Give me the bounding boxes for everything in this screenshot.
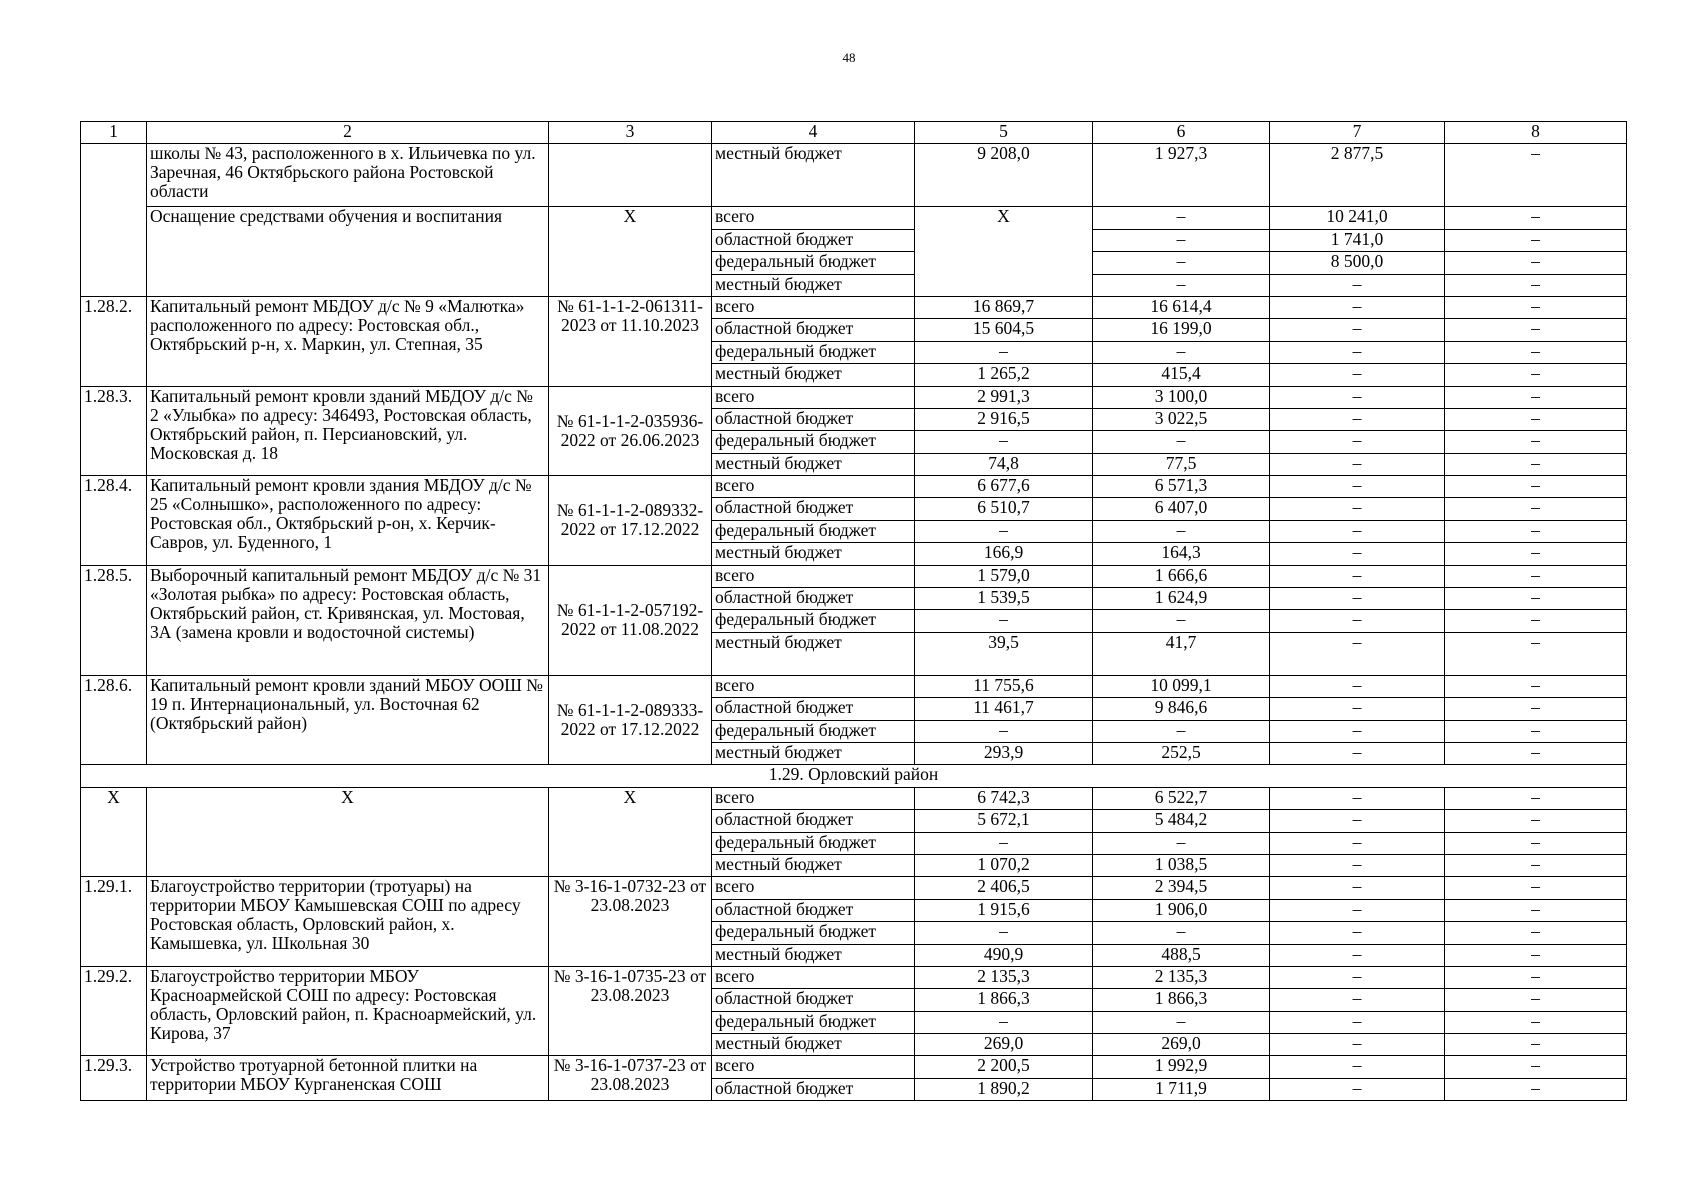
value-col6: 3 100,0 bbox=[1093, 386, 1270, 408]
value-col5: – bbox=[915, 720, 1093, 742]
funding-source: всего bbox=[712, 787, 915, 809]
header-cell: 3 bbox=[549, 122, 712, 144]
value-col7: – bbox=[1270, 698, 1445, 720]
value-col8: – bbox=[1445, 854, 1627, 876]
table-row bbox=[81, 144, 1627, 207]
value-col8: – bbox=[1445, 144, 1627, 207]
value-col8: – bbox=[1445, 229, 1627, 251]
value-col7: – bbox=[1270, 565, 1445, 587]
funding-source: областной бюджет bbox=[712, 1078, 915, 1100]
value-col8: – bbox=[1445, 742, 1627, 764]
item-name: Благоустройство территории (тротуары) на территории МБОУ Камышевская СОШ по адресу Ростовская область, Орловский район, х. Камышевка, ул. Школьная 30 bbox=[147, 877, 549, 967]
header-row bbox=[81, 122, 1627, 144]
value-col5: – bbox=[915, 1011, 1093, 1033]
funding-source: федеральный бюджет bbox=[712, 720, 915, 742]
value-col8: – bbox=[1445, 408, 1627, 430]
value-col7: – bbox=[1270, 742, 1445, 764]
value-col6: – bbox=[1093, 207, 1270, 229]
funding-source: федеральный бюджет bbox=[712, 1011, 915, 1033]
value-col7: – bbox=[1270, 877, 1445, 899]
item-name: Оснащение средствами обучения и воспитания bbox=[147, 207, 549, 297]
header-cell: 4 bbox=[712, 122, 915, 144]
value-col5: 1 866,3 bbox=[915, 989, 1093, 1011]
value-col6: 16 614,4 bbox=[1093, 296, 1270, 318]
funding-source: местный бюджет bbox=[712, 274, 915, 296]
value-col5: 15 604,5 bbox=[915, 319, 1093, 341]
header-cell: 1 bbox=[81, 122, 147, 144]
item-name: школы № 43, расположенного в х. Ильичевка по ул. Заречная, 46 Октябрьского района Ростовской области bbox=[147, 144, 549, 207]
table-row bbox=[81, 207, 1627, 229]
item-number: 1.28.5. bbox=[81, 565, 147, 675]
value-col7: – bbox=[1270, 1011, 1445, 1033]
value-col6: – bbox=[1093, 431, 1270, 453]
item-name: Х bbox=[147, 787, 549, 877]
value-col7: – bbox=[1270, 1034, 1445, 1056]
item-number: 1.29.2. bbox=[81, 966, 147, 1056]
item-doc: № 61-1-1-2-035936-2022 от 26.06.2023 bbox=[549, 386, 712, 476]
value-col7: – bbox=[1270, 296, 1445, 318]
item-number: Х bbox=[81, 787, 147, 877]
value-col7: 8 500,0 bbox=[1270, 252, 1445, 274]
value-col5: 490,9 bbox=[915, 944, 1093, 966]
value-col5: 2 406,5 bbox=[915, 877, 1093, 899]
item-doc: № 61-1-1-2-089333-2022 от 17.12.2022 bbox=[549, 675, 712, 765]
value-col6: 6 571,3 bbox=[1093, 476, 1270, 498]
value-col5: 1 890,2 bbox=[915, 1078, 1093, 1100]
section-row bbox=[81, 765, 1627, 787]
value-col8: – bbox=[1445, 899, 1627, 921]
table-row bbox=[81, 1056, 1627, 1078]
value-col5: 293,9 bbox=[915, 742, 1093, 764]
value-col6: – bbox=[1093, 252, 1270, 274]
funding-source: местный бюджет bbox=[712, 1034, 915, 1056]
value-col6: – bbox=[1093, 720, 1270, 742]
funding-source: всего bbox=[712, 565, 915, 587]
value-col5: 1 539,5 bbox=[915, 588, 1093, 610]
value-col7: – bbox=[1270, 787, 1445, 809]
funding-source: федеральный бюджет bbox=[712, 922, 915, 944]
value-col5: – bbox=[915, 431, 1093, 453]
value-col8: – bbox=[1445, 966, 1627, 988]
value-col5: 74,8 bbox=[915, 453, 1093, 475]
funding-source: местный бюджет bbox=[712, 453, 915, 475]
item-number: 1.29.3. bbox=[81, 1056, 147, 1101]
value-col7: 1 741,0 bbox=[1270, 229, 1445, 251]
value-col8: – bbox=[1445, 989, 1627, 1011]
value-col7: – bbox=[1270, 341, 1445, 363]
header-cell: 7 bbox=[1270, 122, 1445, 144]
value-col8: – bbox=[1445, 1011, 1627, 1033]
item-number: 1.28.3. bbox=[81, 386, 147, 476]
value-col6: 16 199,0 bbox=[1093, 319, 1270, 341]
value-col5: 6 742,3 bbox=[915, 787, 1093, 809]
value-col8: – bbox=[1445, 1078, 1627, 1100]
budget-table bbox=[80, 121, 1627, 1101]
value-col5: 9 208,0 bbox=[915, 144, 1093, 207]
value-col5: 269,0 bbox=[915, 1034, 1093, 1056]
value-col5: Х bbox=[915, 207, 1093, 297]
item-number bbox=[81, 144, 147, 297]
value-col8: – bbox=[1445, 720, 1627, 742]
value-col7: – bbox=[1270, 453, 1445, 475]
value-col6: 1 711,9 bbox=[1093, 1078, 1270, 1100]
value-col5: 2 135,3 bbox=[915, 966, 1093, 988]
funding-source: местный бюджет bbox=[712, 144, 915, 207]
table-row bbox=[81, 966, 1627, 988]
page-number: 48 bbox=[842, 50, 856, 65]
item-name: Устройство тротуарной бетонной плитки на территории МБОУ Курганенская СОШ bbox=[147, 1056, 549, 1101]
table-row bbox=[81, 787, 1627, 809]
value-col5: – bbox=[915, 922, 1093, 944]
value-col7: – bbox=[1270, 720, 1445, 742]
value-col8: – bbox=[1445, 632, 1627, 675]
value-col8: – bbox=[1445, 476, 1627, 498]
value-col8: – bbox=[1445, 543, 1627, 565]
value-col5: 1 265,2 bbox=[915, 364, 1093, 386]
funding-source: местный бюджет bbox=[712, 944, 915, 966]
value-col7: – bbox=[1270, 899, 1445, 921]
value-col6: 1 666,6 bbox=[1093, 565, 1270, 587]
value-col7: – bbox=[1270, 520, 1445, 542]
table-row bbox=[81, 675, 1627, 697]
value-col7: – bbox=[1270, 922, 1445, 944]
value-col5: 1 070,2 bbox=[915, 854, 1093, 876]
value-col7: – bbox=[1270, 966, 1445, 988]
value-col7: 10 241,0 bbox=[1270, 207, 1445, 229]
value-col5: 2 991,3 bbox=[915, 386, 1093, 408]
item-doc: Х bbox=[549, 207, 712, 297]
value-col5: – bbox=[915, 832, 1093, 854]
table-row bbox=[81, 877, 1627, 899]
table-row bbox=[81, 565, 1627, 587]
item-doc: Х bbox=[549, 787, 712, 877]
value-col6: 1 992,9 bbox=[1093, 1056, 1270, 1078]
value-col8: – bbox=[1445, 877, 1627, 899]
value-col6: 10 099,1 bbox=[1093, 675, 1270, 697]
value-col6: – bbox=[1093, 274, 1270, 296]
value-col5: 39,5 bbox=[915, 632, 1093, 675]
funding-source: федеральный бюджет bbox=[712, 252, 915, 274]
item-doc: № 3-16-1-0737-23 от 23.08.2023 bbox=[549, 1056, 712, 1101]
table-row bbox=[81, 476, 1627, 498]
funding-source: всего bbox=[712, 966, 915, 988]
funding-source: областной бюджет bbox=[712, 498, 915, 520]
value-col8: – bbox=[1445, 610, 1627, 632]
value-col6: 6 522,7 bbox=[1093, 787, 1270, 809]
value-col6: 164,3 bbox=[1093, 543, 1270, 565]
value-col8: – bbox=[1445, 498, 1627, 520]
header-cell: 8 bbox=[1445, 122, 1627, 144]
funding-source: всего bbox=[712, 296, 915, 318]
header-cell: 6 bbox=[1093, 122, 1270, 144]
section-title: 1.29. Орловский район bbox=[81, 765, 1627, 787]
value-col8: – bbox=[1445, 453, 1627, 475]
value-col8: – bbox=[1445, 520, 1627, 542]
value-col5: 11 461,7 bbox=[915, 698, 1093, 720]
value-col5: 1 915,6 bbox=[915, 899, 1093, 921]
funding-source: областной бюджет bbox=[712, 408, 915, 430]
value-col6: 3 022,5 bbox=[1093, 408, 1270, 430]
value-col7: – bbox=[1270, 476, 1445, 498]
value-col6: – bbox=[1093, 832, 1270, 854]
value-col7: – bbox=[1270, 588, 1445, 610]
value-col8: – bbox=[1445, 1034, 1627, 1056]
header-cell: 2 bbox=[147, 122, 549, 144]
item-name: Капитальный ремонт кровли зданий МБОУ ООШ № 19 п. Интернациональный, ул. Восточная 62 (Октябрьский район) bbox=[147, 675, 549, 765]
value-col6: 9 846,6 bbox=[1093, 698, 1270, 720]
value-col7: – bbox=[1270, 854, 1445, 876]
value-col7: – bbox=[1270, 364, 1445, 386]
value-col8: – bbox=[1445, 1056, 1627, 1078]
value-col6: – bbox=[1093, 610, 1270, 632]
value-col6: – bbox=[1093, 922, 1270, 944]
value-col6: 1 038,5 bbox=[1093, 854, 1270, 876]
value-col8: – bbox=[1445, 386, 1627, 408]
value-col6: – bbox=[1093, 341, 1270, 363]
value-col6: 41,7 bbox=[1093, 632, 1270, 675]
funding-source: местный бюджет bbox=[712, 854, 915, 876]
value-col5: 6 677,6 bbox=[915, 476, 1093, 498]
item-name: Капитальный ремонт кровли здания МБДОУ д/с № 25 «Солнышко», расположенного по адресу: Ростовская обл., Октябрьский р-он, х. Керчик-Савров, ул. Буденного, 1 bbox=[147, 476, 549, 566]
value-col8: – bbox=[1445, 698, 1627, 720]
value-col5: – bbox=[915, 520, 1093, 542]
value-col7: – bbox=[1270, 498, 1445, 520]
value-col8: – bbox=[1445, 787, 1627, 809]
value-col7: – bbox=[1270, 989, 1445, 1011]
value-col8: – bbox=[1445, 431, 1627, 453]
value-col7: – bbox=[1270, 408, 1445, 430]
funding-source: федеральный бюджет bbox=[712, 610, 915, 632]
funding-source: областной бюджет bbox=[712, 989, 915, 1011]
value-col7: – bbox=[1270, 1078, 1445, 1100]
value-col8: – bbox=[1445, 296, 1627, 318]
value-col6: 415,4 bbox=[1093, 364, 1270, 386]
funding-source: всего bbox=[712, 476, 915, 498]
item-number: 1.29.1. bbox=[81, 877, 147, 967]
value-col8: – bbox=[1445, 922, 1627, 944]
funding-source: федеральный бюджет bbox=[712, 431, 915, 453]
value-col6: 1 866,3 bbox=[1093, 989, 1270, 1011]
value-col5: 2 916,5 bbox=[915, 408, 1093, 430]
value-col8: – bbox=[1445, 588, 1627, 610]
item-number: 1.28.2. bbox=[81, 296, 147, 386]
value-col6: 6 407,0 bbox=[1093, 498, 1270, 520]
value-col7: – bbox=[1270, 386, 1445, 408]
value-col5: 11 755,6 bbox=[915, 675, 1093, 697]
item-doc: № 3-16-1-0732-23 от 23.08.2023 bbox=[549, 877, 712, 967]
item-name: Капитальный ремонт МБДОУ д/с № 9 «Малютка» расположенного по адресу: Ростовская обл., Октябрьский р-н, х. Маркин, ул. Степная, 35 bbox=[147, 296, 549, 386]
funding-source: местный бюджет bbox=[712, 364, 915, 386]
item-doc: № 3-16-1-0735-23 от 23.08.2023 bbox=[549, 966, 712, 1056]
value-col5: 166,9 bbox=[915, 543, 1093, 565]
table-row bbox=[81, 296, 1627, 318]
value-col8: – bbox=[1445, 341, 1627, 363]
value-col8: – bbox=[1445, 274, 1627, 296]
value-col8: – bbox=[1445, 319, 1627, 341]
value-col7: – bbox=[1270, 944, 1445, 966]
value-col8: – bbox=[1445, 832, 1627, 854]
funding-source: всего bbox=[712, 1056, 915, 1078]
value-col6: 269,0 bbox=[1093, 1034, 1270, 1056]
funding-source: всего bbox=[712, 675, 915, 697]
funding-source: областной бюджет bbox=[712, 588, 915, 610]
value-col6: 2 135,3 bbox=[1093, 966, 1270, 988]
value-col7: – bbox=[1270, 832, 1445, 854]
funding-source: местный бюджет bbox=[712, 742, 915, 764]
value-col5: 2 200,5 bbox=[915, 1056, 1093, 1078]
value-col5: – bbox=[915, 610, 1093, 632]
value-col7: – bbox=[1270, 431, 1445, 453]
value-col5: 6 510,7 bbox=[915, 498, 1093, 520]
value-col6: 252,5 bbox=[1093, 742, 1270, 764]
funding-source: местный бюджет bbox=[712, 543, 915, 565]
value-col7: – bbox=[1270, 319, 1445, 341]
value-col5: – bbox=[915, 341, 1093, 363]
item-name: Выборочный капитальный ремонт МБДОУ д/с № 31 «Золотая рыбка» по адресу: Ростовская область, Октябрьский район, ст. Кривянская, ул. Мостовая, 3А (замена кровли и водосточной системы) bbox=[147, 565, 549, 675]
item-doc bbox=[549, 144, 712, 207]
value-col7: – bbox=[1270, 675, 1445, 697]
value-col5: 16 869,7 bbox=[915, 296, 1093, 318]
item-name: Капитальный ремонт кровли зданий МБДОУ д/с № 2 «Улыбка» по адресу: 346493, Ростовская область, Октябрьский район, п. Персиановский, ул. Московская д. 18 bbox=[147, 386, 549, 476]
funding-source: всего bbox=[712, 877, 915, 899]
value-col7: – bbox=[1270, 632, 1445, 675]
value-col8: – bbox=[1445, 565, 1627, 587]
value-col6: 1 624,9 bbox=[1093, 588, 1270, 610]
value-col8: – bbox=[1445, 252, 1627, 274]
value-col6: – bbox=[1093, 229, 1270, 251]
value-col6: 2 394,5 bbox=[1093, 877, 1270, 899]
value-col7: – bbox=[1270, 1056, 1445, 1078]
funding-source: федеральный бюджет bbox=[712, 520, 915, 542]
value-col6: 1 927,3 bbox=[1093, 144, 1270, 207]
value-col6: 5 484,2 bbox=[1093, 810, 1270, 832]
value-col6: – bbox=[1093, 1011, 1270, 1033]
funding-source: всего bbox=[712, 207, 915, 229]
header-cell: 5 bbox=[915, 122, 1093, 144]
value-col6: – bbox=[1093, 520, 1270, 542]
funding-source: областной бюджет bbox=[712, 319, 915, 341]
item-number: 1.28.6. bbox=[81, 675, 147, 765]
item-doc: № 61-1-1-2-061311-2023 от 11.10.2023 bbox=[549, 296, 712, 386]
value-col7: – bbox=[1270, 543, 1445, 565]
value-col8: – bbox=[1445, 810, 1627, 832]
value-col6: 1 906,0 bbox=[1093, 899, 1270, 921]
item-number: 1.28.4. bbox=[81, 476, 147, 566]
funding-source: местный бюджет bbox=[712, 632, 915, 675]
value-col8: – bbox=[1445, 944, 1627, 966]
funding-source: областной бюджет bbox=[712, 229, 915, 251]
table-row bbox=[81, 386, 1627, 408]
funding-source: всего bbox=[712, 386, 915, 408]
value-col5: 5 672,1 bbox=[915, 810, 1093, 832]
funding-source: федеральный бюджет bbox=[712, 832, 915, 854]
value-col7: – bbox=[1270, 610, 1445, 632]
funding-source: областной бюджет bbox=[712, 810, 915, 832]
item-name: Благоустройство территории МБОУ Красноармейской СОШ по адресу: Ростовская область, Орловский район, п. Красноармейский, ул. Кирова, 37 bbox=[147, 966, 549, 1056]
value-col6: 77,5 bbox=[1093, 453, 1270, 475]
item-doc: № 61-1-1-2-089332-2022 от 17.12.2022 bbox=[549, 476, 712, 566]
value-col5: 1 579,0 bbox=[915, 565, 1093, 587]
value-col8: – bbox=[1445, 207, 1627, 229]
value-col7: – bbox=[1270, 810, 1445, 832]
value-col7: – bbox=[1270, 274, 1445, 296]
item-doc: № 61-1-1-2-057192-2022 от 11.08.2022 bbox=[549, 565, 712, 675]
value-col6: 488,5 bbox=[1093, 944, 1270, 966]
funding-source: федеральный бюджет bbox=[712, 341, 915, 363]
funding-source: областной бюджет bbox=[712, 899, 915, 921]
value-col8: – bbox=[1445, 675, 1627, 697]
funding-source: областной бюджет bbox=[712, 698, 915, 720]
value-col7: 2 877,5 bbox=[1270, 144, 1445, 207]
value-col8: – bbox=[1445, 364, 1627, 386]
